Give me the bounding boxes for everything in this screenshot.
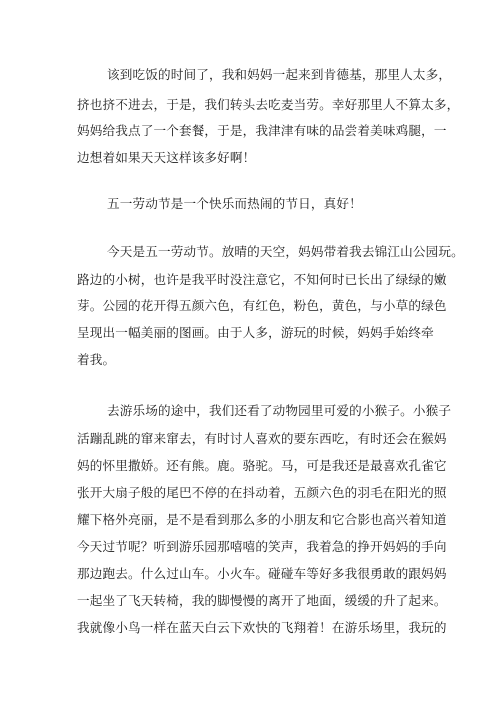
paragraph-4-line-8: 一起坐了飞天转椅，我的脚慢慢的离开了地面，缓缓的升了起来。 [77, 593, 447, 608]
paragraph-1-line-1: 该到吃饭的时间了，我和妈妈一起来到肯德基，那里人太多， [107, 67, 452, 82]
paragraph-3-line-1: 今天是五一劳动节。放晴的天空，妈妈带着我去锦江山公园玩。 [107, 244, 464, 259]
paragraph-3-line-5: 着我。 [77, 352, 116, 367]
paragraph-3-line-3: 芽。公园的花开得五颜六色，有红色，粉色，黄色，与小草的绿色 [77, 298, 447, 313]
paragraph-1-line-4: 边想着如果天天这样该多好啊！ [77, 150, 256, 165]
paragraph-4-line-5: 耀下格外亮丽，是不是看到那么多的小朋友和它合影也高兴着知道 [77, 512, 447, 527]
paragraph-2-line-1: 五一劳动节是一个快乐而热闹的节日，真好！ [107, 196, 362, 211]
paragraph-4-line-3: 妈的怀里撒娇。还有熊。鹿。骆驼。马，可是我还是最喜欢孔雀它 [77, 458, 447, 473]
paragraph-4-line-6: 今天过节呢？听到游乐园那嘻嘻的笑声，我着急的挣开妈妈的手向 [77, 539, 447, 554]
paragraph-3-line-4: 呈现出一幅美丽的图画。由于人多，游玩的时候，妈妈手始终牵 [77, 325, 434, 340]
paragraph-4-line-9: 我就像小鸟一样在蓝天白云下欢快的飞翔着！在游乐场里，我玩的 [77, 620, 447, 635]
paragraph-4-line-1: 去游乐场的途中，我们还看了动物园里可爱的小猴子。小猴子 [107, 403, 452, 418]
paragraph-1-line-2: 挤也挤不进去，于是，我们转头去吃麦当劳。幸好那里人不算太多， [77, 97, 460, 112]
paragraph-4-line-7: 那边跑去。什么过山车。小火车。碰碰车等好多我很勇敢的跟妈妈 [77, 566, 447, 581]
paragraph-4-line-2: 活蹦乱跳的窜来窜去，有时讨人喜欢的要东西吃，有时还会在猴妈 [77, 431, 447, 446]
paragraph-1-line-3: 妈妈给我点了一个套餐，于是，我津津有味的品尝着美味鸡腿，一 [77, 123, 447, 138]
paragraph-3-line-2: 路边的小树，也许是我平时没注意它，不知何时已长出了绿绿的嫩 [77, 272, 447, 287]
paragraph-4-line-4: 张开大扇子般的尾巴不停的在抖动着，五颜六色的羽毛在阳光的照 [77, 485, 447, 500]
